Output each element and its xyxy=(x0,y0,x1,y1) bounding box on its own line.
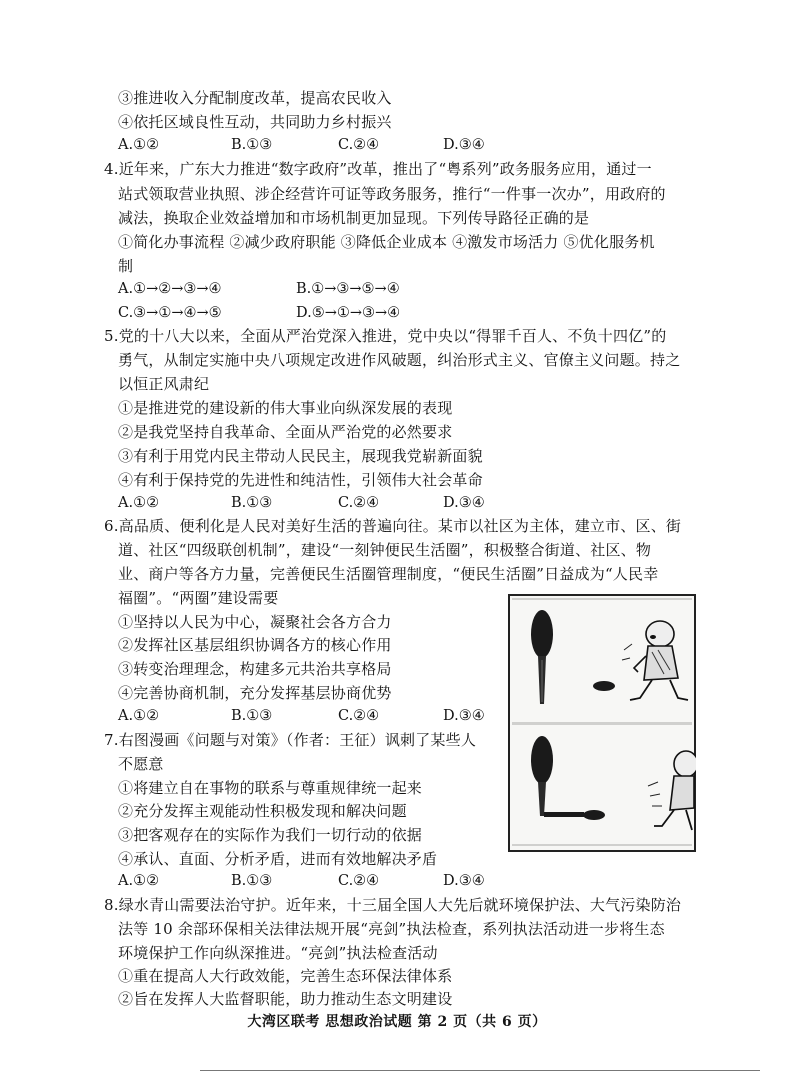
q7-stem-line-1: 7.右图漫画《问题与对策》（作者：王征）讽刺了某些人 xyxy=(104,731,477,749)
cartoon-problem-and-countermeasure xyxy=(508,594,696,852)
q8-stem-line-1: 8.绿水青山需要法治守护。近年来，十三届全国人大先后就环境保护法、大气污染防治 xyxy=(104,896,682,914)
q6-choice-c[interactable]: C.②④ xyxy=(338,708,380,724)
q3-option-item-3: ③推进收入分配制度改革，提高农民收入 xyxy=(118,89,392,107)
q3-choice-c[interactable]: C.②④ xyxy=(338,137,380,153)
q6-option-item-1: ①坚持以人民为中心，凝聚社会各方合力 xyxy=(118,613,392,631)
q4-stem-line-4: ①简化办事流程 ②减少政府职能 ③降低企业成本 ④激发市场活力 ⑤优化服务机 xyxy=(118,233,655,251)
q7-choices xyxy=(118,870,498,892)
q4-choice-b[interactable]: B.①→③→⑤→④ xyxy=(296,281,400,297)
q5-choice-c[interactable]: C.②④ xyxy=(338,495,380,511)
q4-choices-row-1 xyxy=(118,278,458,300)
page-footer: 大湾区联考 思想政治试题 第 2 页（共 6 页） xyxy=(247,1014,547,1030)
q6-option-item-3: ③转变治理理念，构建多元共治共享格局 xyxy=(118,660,392,678)
q5-option-item-1: ①是推进党的建设新的伟大事业向纵深发展的表现 xyxy=(118,399,453,417)
q5-choice-a[interactable]: A.①② xyxy=(118,495,160,511)
q5-option-item-3: ③有利于用党内民主带动人民民主，展现我党崭新面貌 xyxy=(118,447,483,465)
q8-option-item-2: ②旨在发挥人大监督职能，助力推动生态文明建设 xyxy=(118,990,453,1008)
q7-option-item-2: ②充分发挥主观能动性积极发现和解决问题 xyxy=(118,802,407,820)
q7-stem-line-2: 不愿意 xyxy=(118,755,164,773)
q6-choice-a[interactable]: A.①② xyxy=(118,708,160,724)
q3-option-item-4: ④依托区域良性互动，共同助力乡村振兴 xyxy=(118,113,392,131)
q8-stem-line-3: 环境保护工作向纵深推进。“亮剑”执法检查活动 xyxy=(118,944,438,962)
q4-choice-a[interactable]: A.①→②→③→④ xyxy=(118,281,222,297)
q4-choices-row-2 xyxy=(118,302,458,324)
q6-stem-line-1: 6.高品质、便利化是人民对美好生活的普遍向往。某市以社区为主体，建立市、区、街 xyxy=(104,517,682,535)
q6-option-item-4: ④完善协商机制，充分发挥基层协商优势 xyxy=(118,684,392,702)
q4-stem-line-2: 站式领取营业执照、涉企经营许可证等政务服务，推行“一件事一次办”，用政府的 xyxy=(118,185,666,203)
q5-choice-b[interactable]: B.①③ xyxy=(231,495,273,511)
q6-stem-line-2: 道、社区“四级联创机制”，建设“一刻钟便民生活圈”，积极整合街道、社区、物 xyxy=(118,541,652,559)
q5-option-item-4: ④有利于保持党的先进性和纯洁性，引领伟大社会革命 xyxy=(118,471,483,489)
q4-stem-line-5: 制 xyxy=(118,257,134,275)
q6-option-item-2: ②发挥社区基层组织协调各方的核心作用 xyxy=(118,636,392,654)
q5-stem-line-2: 勇气，从制定实施中央八项规定改进作风破题，纠治形式主义、官僚主义问题。持之 xyxy=(118,351,681,369)
q5-choices xyxy=(118,492,498,514)
q3-choice-a[interactable]: A.①② xyxy=(118,137,160,153)
q7-choice-c[interactable]: C.②④ xyxy=(338,873,380,889)
q6-choice-d[interactable]: D.③④ xyxy=(443,708,485,724)
q7-option-item-3: ③把客观存在的实际作为我们一切行动的依据 xyxy=(118,826,423,844)
q4-choice-c[interactable]: C.③→①→④→⑤ xyxy=(118,305,222,321)
q6-stem-line-3: 业、商户等各方力量，完善便民生活圈管理制度，“便民生活圈”日益成为“人民幸 xyxy=(118,565,659,583)
q7-choice-b[interactable]: B.①③ xyxy=(231,873,273,889)
q7-choice-a[interactable]: A.①② xyxy=(118,873,160,889)
q3-choices xyxy=(118,134,498,156)
q5-option-item-2: ②是我党坚持自我革命、全面从严治党的必然要求 xyxy=(118,423,453,441)
q5-choice-d[interactable]: D.③④ xyxy=(443,495,485,511)
q3-choice-b[interactable]: B.①③ xyxy=(231,137,273,153)
q7-option-item-1: ①将建立自在事物的联系与尊重规律统一起来 xyxy=(118,779,423,797)
q4-stem-line-3: 减法，换取企业效益增加和市场机制更加显现。下列传导路径正确的是 xyxy=(118,209,590,227)
q5-stem-line-3: 以恒正风肃纪 xyxy=(118,375,210,393)
q4-choice-d[interactable]: D.⑤→①→③→④ xyxy=(296,305,401,321)
q7-option-item-4: ④承认、直面、分析矛盾，进而有效地解决矛盾 xyxy=(118,850,438,868)
q6-choice-b[interactable]: B.①③ xyxy=(231,708,273,724)
q3-choice-d[interactable]: D.③④ xyxy=(443,137,485,153)
q5-stem-line-1: 5.党的十八大以来，全面从严治党深入推进，党中央以“得罪千百人、不负十四亿”的 xyxy=(104,327,667,345)
q6-choices xyxy=(118,705,498,727)
q8-stem-line-2: 法等 10 余部环保相关法律法规开展“亮剑”执法检查，系列执法活动进一步将生态 xyxy=(118,920,665,938)
bottom-divider xyxy=(200,1070,760,1071)
q6-stem-line-4: 福圈”。“两圈”建设需要 xyxy=(118,589,279,607)
q4-stem-line-1: 4.近年来，广东大力推进“数字政府”改革，推出了“粤系列”政务服务应用，通过一 xyxy=(104,160,652,178)
q7-choice-d[interactable]: D.③④ xyxy=(443,873,485,889)
q8-option-item-1: ①重在提高人大行政效能，完善生态环保法律体系 xyxy=(118,967,453,985)
